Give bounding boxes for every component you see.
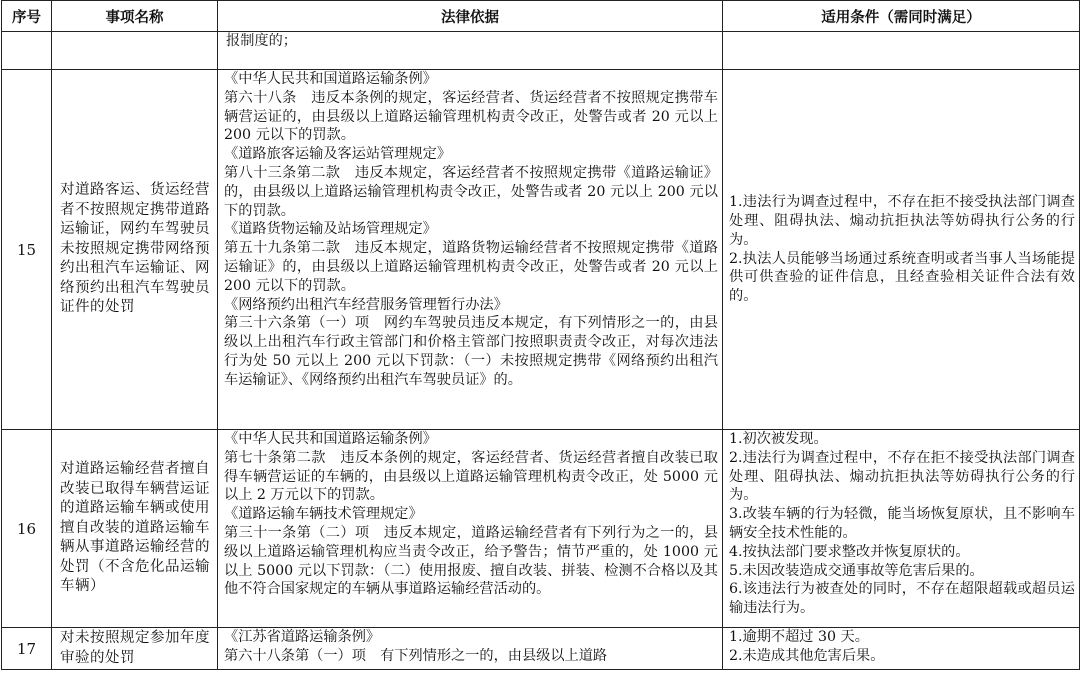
conditions (723, 70, 1080, 430)
row-number: 17 (2, 628, 52, 670)
row-number: 16 (2, 430, 52, 628)
condition-item: 2.未造成其他危害后果。 (729, 647, 885, 664)
basis-line: 第八十三条第二款 违反本规定，客运经营者不按照规定携带《道路运输证》的，由县级以上道路运输管理机构责令改正，处警告或者 20 元以上 200 元以下的罚款。 (224, 164, 718, 219)
condition-item: 5.未因改装造成交通事故等危害后果的。 (729, 562, 984, 579)
condition-item: 2.违法行为调查过程中，不存在拒不接受执法部门调查处理、阻碍执法、煽动抗拒执法等妨碍执行公务的行为。 (729, 449, 1075, 504)
basis-line: 第六十八条第（一）项 有下列情形之一的，由县级以上道路 (224, 647, 608, 664)
basis-line: 《中华人民共和国道路运输条例》 (224, 431, 437, 447)
header-conditions: 适用条件（需同时满足） (723, 1, 1080, 32)
condition-item: 1.初次被发现。 (729, 431, 828, 447)
item-name (52, 32, 218, 70)
basis-line: 《中华人民共和国道路运输条例》 (224, 71, 437, 87)
item-name: 对道路运输经营者擅自改装已取得车辆营运证的道路运输车辆或使用擅自改装的道路运输车辆从事道路运输经营的处罚（不含危化品运输车辆） (52, 430, 218, 628)
basis-line: 《网络预约出租汽车经营服务管理暂行办法》 (224, 296, 508, 313)
conditions (723, 430, 1080, 628)
condition-item: 3.改装车辆的行为轻微，能当场恢复原状，且不影响车辆安全技术性能的。 (729, 506, 1075, 541)
table-row (2, 628, 1080, 670)
legal-basis (218, 430, 723, 628)
table-row (2, 70, 1080, 430)
basis-line: 《道路运输车辆技术管理规定》 (224, 506, 423, 523)
header-item-name: 事项名称 (52, 1, 218, 32)
legal-basis (218, 628, 723, 670)
table-header-row (2, 1, 1080, 32)
item-name: 对未按照规定参加年度审验的处罚 (52, 628, 218, 670)
basis-line: 第三十六条第（一）项 网约车驾驶员违反本规定，有下列情形之一的，由县级以上出租汽车行政主管部门和价格主管部门按照职责责令改正，对每次违法行为处 50 元以上 200 元以下罚款：（一）未按照规定携带《网络预约出租汽车运输证》、《网络预约出租汽车驾驶员证》的。 (224, 315, 718, 388)
basis-line: 《江苏省道路运输条例》 (224, 629, 381, 645)
basis-line: 第六十八条 违反本条例的规定，客运经营者、货运经营者不按照规定携带车辆营运证的，由县级以上道路运输管理机构责令改正，处警告或者 20 元以上 200 元以下的罚款。 (224, 89, 718, 144)
conditions (723, 32, 1080, 70)
header-legal-basis: 法律依据 (218, 1, 723, 32)
row-number: 15 (2, 70, 52, 430)
basis-line: 第五十九条第二款 违反本规定，道路货物运输经营者不按照规定携带《道路运输证》的，由县级以上道路运输管理机构责令改正，处警告或者 20 元以上 200 元以下的罚款。 (224, 240, 718, 294)
basis-line: 《道路货物运输及站场管理规定》 (224, 221, 437, 238)
condition-item: 4.按执法部门要求整改并恢复原状的。 (729, 543, 970, 560)
condition-item: 1.违法行为调查过程中，不存在拒不接受执法部门调查处理、阻碍执法、煽动抗拒执法等妨碍执行公务的行为。 (729, 194, 1075, 248)
basis-line: 第三十一条第（二）项 违反本规定，道路运输经营者有下列行为之一的，县级以上道路运输管理机构应当责令改正，给予警告；情节严重的，处 1000 元以上 5000 元以下罚款：（二）使用报废、擅自改装、拼装、检测不合格以及其他不符合国家规定的车辆从事道路运输经营活动的。 (224, 524, 718, 598)
condition-item: 1.逾期不超过 30 天。 (729, 629, 869, 645)
table-row (2, 430, 1080, 628)
row-number (2, 32, 52, 70)
table-row (2, 32, 1080, 70)
basis-line: 第七十条第二款 违反本条例的规定，客运经营者、货运经营者擅自改装已取得车辆营运证的车辆的，由县级以上道路运输管理机构责令改正，处 5000 元以上 2 万元以下的罚款。 (224, 449, 718, 504)
basis-line: 报制度的； (226, 33, 297, 49)
conditions (723, 628, 1080, 670)
header-no: 序号 (2, 1, 52, 32)
item-name: 对道路客运、货运经营者不按照规定携带道路运输证，网约车驾驶员未按照规定携带网络预约出租汽车运输证、网络预约出租汽车驾驶员证件的处罚 (52, 70, 218, 430)
legal-basis (218, 70, 723, 430)
regulation-table (1, 0, 1080, 670)
basis-line: 《道路旅客运输及客运站管理规定》 (224, 146, 452, 163)
condition-item: 2.执法人员能够当场通过系统查明或者当事人当场能提供可供查验的证件信息，且经查验相关证件合法有效的。 (729, 250, 1075, 305)
condition-item: 6.该违法行为被查处的同时，不存在超限超载或超员运输违法行为。 (729, 581, 1075, 617)
legal-basis (218, 32, 723, 70)
